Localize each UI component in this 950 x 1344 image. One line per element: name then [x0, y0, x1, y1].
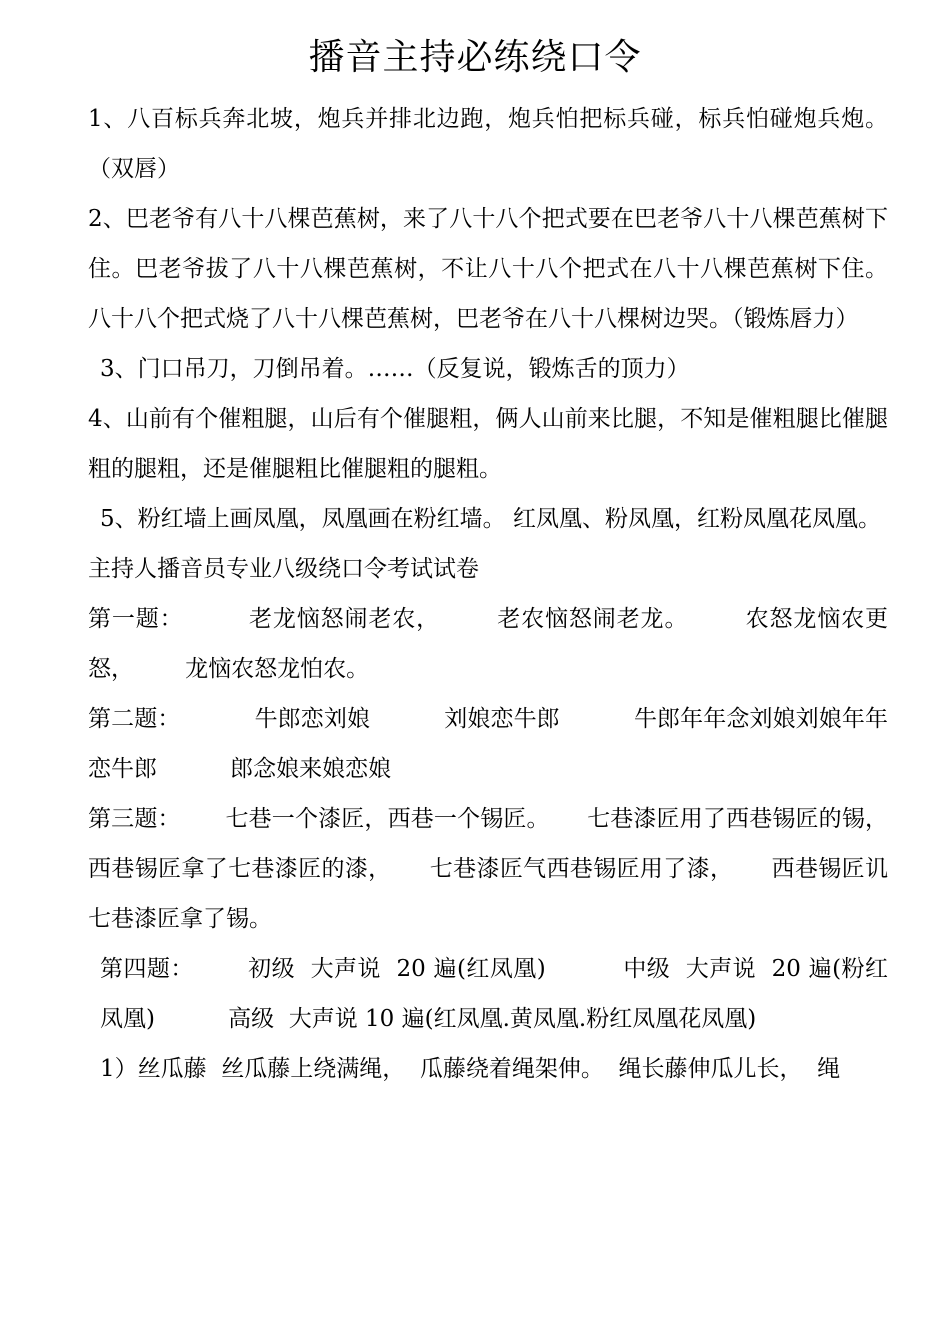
exam-question-3: 第三题： 七巷一个漆匠，西巷一个锡匠。 七巷漆匠用了西巷锡匠的锡， 西巷锡匠拿了七巷漆匠的漆， 七巷漆匠气西巷锡匠用了漆， 西巷锡匠讥七巷漆匠拿了锡。	[88, 806, 925, 932]
tongue-twister-2: 2、巴老爷有八十八棵芭蕉树，来了八十八个把式要在巴老爷八十八棵芭蕉树下住。巴老爷拔了八十八棵芭蕉树，不让八十八个把式在八十八棵芭蕉树下住。八十八个把式烧了八十八棵芭蕉树，巴老爷在八十八棵树边哭。（锻炼唇力）	[88, 206, 888, 332]
exam-question-4: 第四题： 初级 大声说 20 遍(红凤凰) 中级 大声说 20 遍(粉红凤凰) 高级 大声说 10 遍(红凤凰.黄凤凰.粉红凤凰花凤凰)	[100, 956, 888, 1032]
exam-question-1: 第一题： 老龙恼怒闹老农， 老农恼怒闹老龙。 农怒龙恼农更怒， 龙恼农怒龙怕农。	[88, 606, 888, 682]
page-title: 播音主持必练绕口令	[308, 37, 642, 78]
tongue-twister-silk-melon: 1）丝瓜藤 丝瓜藤上绕满绳， 瓜藤绕着绳架伸。 绳长藤伸瓜儿长， 绳	[100, 1056, 841, 1082]
exam-heading: 主持人播音员专业八级绕口令考试试卷	[88, 556, 479, 582]
exam-question-2: 第二题： 牛郎恋刘娘 刘娘恋牛郎 牛郎年年念刘娘刘娘年年恋牛郎 郎念娘来娘恋娘	[88, 706, 888, 782]
tongue-twister-1: 1、八百标兵奔北坡，炮兵并排北边跑，炮兵怕把标兵碰，标兵怕碰炮兵炮。（双唇）	[88, 106, 888, 182]
tongue-twister-5: 5、粉红墙上画凤凰，凤凰画在粉红墙。 红凤凰、粉凤凰，红粉凤凰花凤凰。	[100, 506, 881, 532]
document-body	[88, 94, 925, 1094]
tongue-twister-4: 4、山前有个催粗腿，山后有个催腿粗，俩人山前来比腿，不知是催粗腿比催腿粗的腿粗，还是催腿粗比催腿粗的腿粗。	[88, 406, 888, 482]
tongue-twister-3: 3、门口吊刀，刀倒吊着。……（反复说，锻炼舌的顶力）	[100, 356, 690, 382]
